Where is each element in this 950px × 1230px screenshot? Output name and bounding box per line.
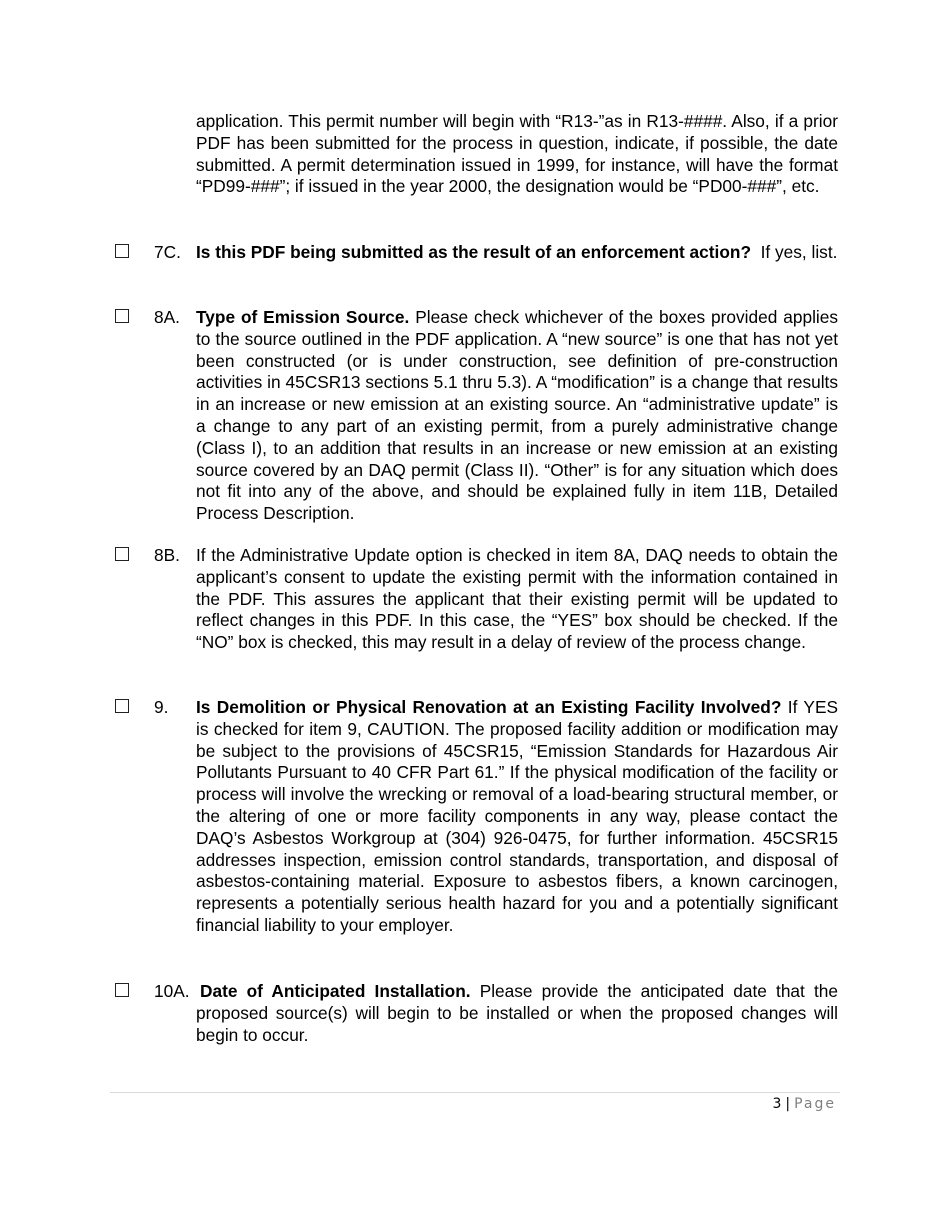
page-label: Page — [794, 1096, 836, 1112]
item-text-8b — [196, 545, 838, 654]
item-text-7c — [196, 242, 838, 264]
item-number-9: 9. — [154, 697, 169, 717]
item-number-10a: 10A. — [154, 981, 190, 1001]
item-heading-8a: Type of Emission Source. — [196, 307, 410, 327]
item-text-9 — [196, 697, 838, 937]
item-body-8b: If the Administrative Update option is checked in item 8A, DAQ needs to obtain the applicant’s consent to update the existing permit with the information contained in the PDF. This assures the applicant that their existing permit will be updated to reflect changes in this PDF. In this case, the “YES” box should be checked. If the “NO” box is checked, this may result in a delay of review of the process change. — [196, 545, 838, 653]
item-number-8a: 8A. — [154, 307, 180, 327]
item-text-8a — [196, 307, 838, 525]
item-number-8b: 8B. — [154, 545, 180, 565]
item-heading-9: Is Demolition or Physical Renovation at an Existing Facility Involved? — [196, 697, 782, 717]
item-heading-10a: Date of Anticipated Installation. — [200, 981, 471, 1001]
item-text-10a — [196, 981, 838, 1046]
item-number-7c: 7C. — [154, 242, 181, 262]
page-footer — [772, 1095, 836, 1113]
footer-divider — [110, 1092, 840, 1093]
checkbox-8a[interactable] — [115, 309, 129, 323]
intro-paragraph: application. This permit number will begin with “R13-”as in R13-####. Also, if a prior PDF has been submitted for the process in question, indicate, if possible, the date submitted. A permit determination issued in 1999, for instance, will have the format “PD99-###”; if issued in the year 2000, the designation would be “PD00-###”, etc. — [196, 111, 838, 197]
checkbox-7c[interactable] — [115, 244, 129, 258]
item-body-7c: If yes, list. — [751, 242, 838, 262]
item-heading-7c: Is this PDF being submitted as the result of an enforcement action? — [196, 242, 751, 262]
item-body-10a: Please provide the anticipated date that the proposed source(s) will begin to be installed or when the proposed changes will begin to occur. — [196, 981, 838, 1045]
footer-separator: | — [785, 1096, 791, 1112]
page-number: 3 — [772, 1096, 782, 1112]
checkbox-8b[interactable] — [115, 547, 129, 561]
item-body-8a: Please check whichever of the boxes provided applies to the source outlined in the PDF application. A “new source” is one that has not yet been constructed (or is under construction, see definition of pre-construction activities in 45CSR13 sections 5.1 thru 5.3). A “modification” is a change that results in an increase or new emission at an existing source. An “administrative update” is a change to any part of an existing permit, from a purely administrative change (Class I), to an addition that results in an increase or new emission at an existing source covered by an DAQ permit (Class II). “Other” is for any situation which does not fit into any of the above, and should be explained fully in item 11B, Detailed Process Description. — [196, 307, 839, 524]
item-body-9: If YES is checked for item 9, CAUTION. The proposed facility addition or modification may be subject to the provisions of 45CSR15, “Emission Standards for Hazardous Air Pollutants Pursuant to 40 CFR Part 61.” If the physical modification of the facility or process will involve the wrecking or removal of a load-bearing structural member, or the altering of one or more facility components in any way, please contact the DAQ’s Asbestos Workgroup at (304) 926-0475, for further information. 45CSR15 addresses inspection, emission control standards, transportation, and disposal of asbestos-containing material. Exposure to asbestos fibers, a known carcinogen, represents a potentially serious health hazard for you and a potentially significant financial liability to your employer. — [196, 697, 838, 935]
checkbox-9[interactable] — [115, 699, 129, 713]
checkbox-10a[interactable] — [115, 983, 129, 997]
